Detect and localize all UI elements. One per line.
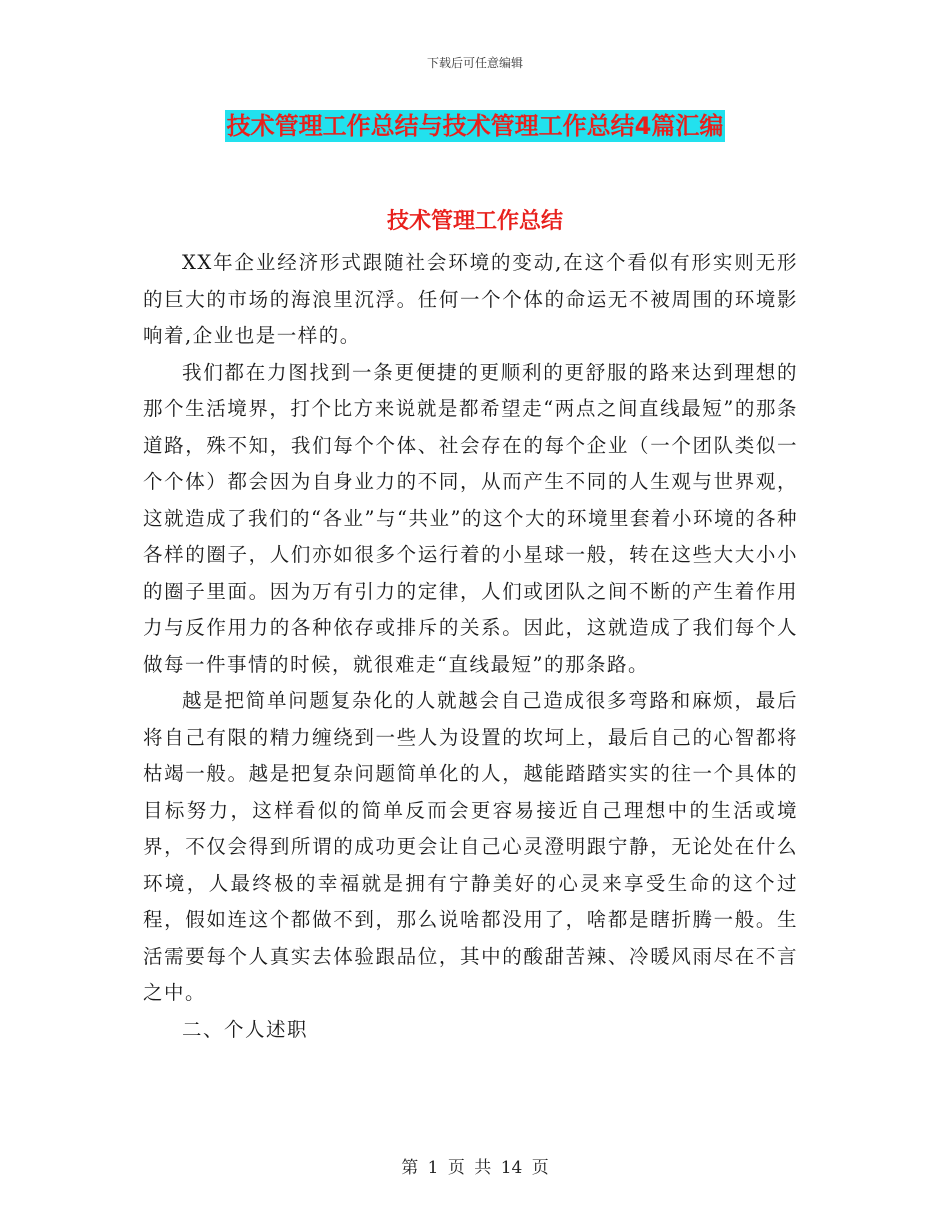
section-title: 技术管理工作总结: [386, 209, 563, 234]
header-note: 下载后可任意编辑: [426, 56, 523, 70]
document-body: [143, 245, 798, 1048]
paragraph-4-heading: 二、个人述职: [182, 1017, 309, 1041]
paragraph-2: 我们都在力图找到一条更便捷的更顺利的更舒服的路来达到理想的那个生活境界，打个比方来说就是都希望走“两点之间直线最短”的那条道路，殊不知，我们每个个体、社会存在的每个企业（一个团队类似一个个体）都会因为自身业力的不同，从而产生不同的人生观与世界观，这就造成了我们的“各业”与“共业”的这个大的环境里套着小环境的各种各样的圈子，人们亦如很多个运行着的小星球一般，转在这些大大小小的圈子里面。因为万有引力的定律，人们或团队之间不断的产生着作用力与反作用力的各种依存或排斥的关系。因此，这就造成了我们每个人做每一件事情的时候，就很难走“直线最短”的那条路。: [143, 360, 798, 676]
paragraph-3: 越是把简单问题复杂化的人就越会自己造成很多弯路和麻烦，最后将自己有限的精力缠绕到一些人为设置的坎坷上，最后自己的心智都将枯竭一般。越是把复杂问题简单化的人，越能踏踏实实的往一个具体的目标努力，这样看似的简单反而会更容易接近自己理想中的生活或境界，不仅会得到所谓的成功更会让自己心灵澄明跟宁静，无论处在什么环境，人最终极的幸福就是拥有宁静美好的心灵来享受生命的这个过程，假如连这个都做不到，那么说啥都没用了，啥都是瞎折腾一般。生活需要每个人真实去体验跟品位，其中的酸甜苦辣、冷暖风雨尽在不言之中。: [143, 689, 798, 1004]
document-title: [0, 110, 950, 142]
document-title-text: 技术管理工作总结与技术管理工作总结4篇汇编: [226, 112, 724, 140]
paragraph-1: XX年企业经济形式跟随社会环境的变动,在这个看似有形实则无形的巨大的市场的海浪里沉浮。任何一个个体的命运无不被周围的环境影响着,企业也是一样的。: [143, 251, 798, 347]
page-footer: 第 1 页 共 14 页: [401, 1158, 549, 1178]
